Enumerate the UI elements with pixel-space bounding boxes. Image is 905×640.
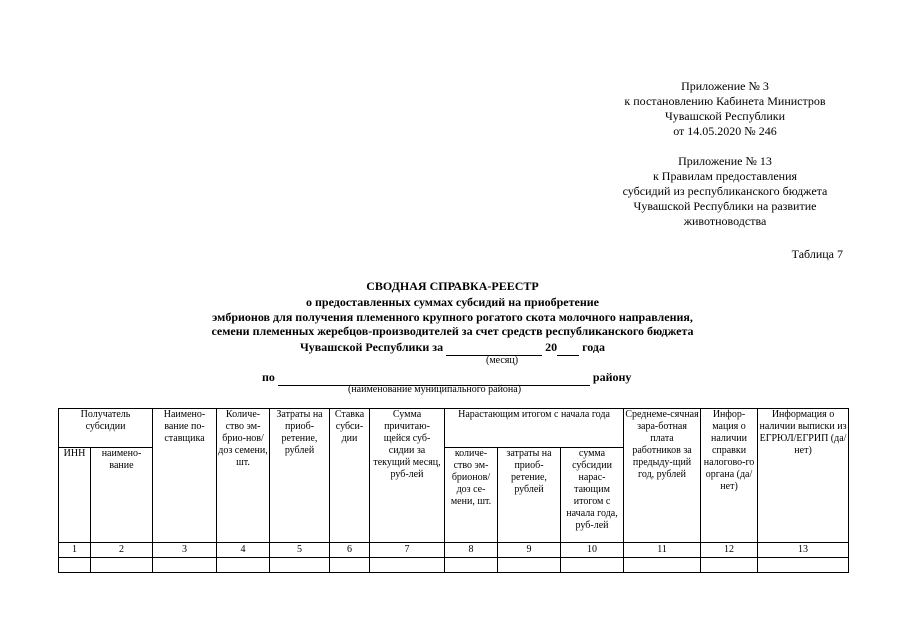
appendix-block-2 (590, 154, 860, 229)
header-rate: Ставка субси-дии (330, 409, 370, 543)
appendix-1-line: от 14.05.2020 № 246 (673, 124, 777, 138)
empty-cell (624, 558, 701, 573)
column-number: 4 (217, 543, 270, 558)
column-number: 10 (561, 543, 624, 558)
empty-cell (217, 558, 270, 573)
column-number: 8 (445, 543, 498, 558)
table-number: Таблица 7 (791, 247, 843, 261)
title-period-prefix: Чувашской Республики за (299, 340, 444, 354)
title-line-5 (0, 340, 905, 356)
column-number: 13 (758, 543, 849, 558)
empty-cell (59, 558, 91, 573)
appendix-2-line: животноводства (683, 214, 767, 228)
appendix-1-line: к постановлению Кабинета Министров (624, 94, 826, 108)
header-tax-info: Инфор-мация о наличии справки налогово-го органа (да/нет) (701, 409, 758, 543)
header-quantity: Количе-ство эм-брио-нов/доз семени, шт. (217, 409, 270, 543)
column-number: 12 (701, 543, 758, 558)
header-cumulative: Нарастающим итогом с начала года (445, 409, 624, 448)
year-blank (557, 340, 579, 356)
appendix-2-line: Приложение № 13 (678, 154, 772, 168)
appendix-1-line: Чувашской Республики (664, 109, 786, 123)
region-caption: (наименование муниципального района) (348, 384, 522, 395)
column-number: 9 (498, 543, 561, 558)
appendix-2-line: к Правилам предоставления (652, 169, 798, 183)
title-line-4: семени племенных жеребцов-производителей за счет средств республиканского бюджета (211, 324, 694, 338)
header-costs: Затраты на приоб-ретение, рублей (270, 409, 330, 543)
empty-cell (91, 558, 153, 573)
title-line-2: о предоставленных суммах субсидий на приобретение (306, 295, 599, 309)
appendix-1-line: Приложение № 3 (681, 79, 769, 93)
table-row (59, 558, 849, 573)
district-suffix: району (592, 370, 632, 384)
empty-cell (445, 558, 498, 573)
column-number: 2 (91, 543, 153, 558)
header-cum-quantity: количе-ство эм-брионов/доз се-мени, шт. (445, 448, 498, 543)
document-title: СВОДНАЯ СПРАВКА-РЕЕСТР (366, 279, 539, 293)
column-number: 11 (624, 543, 701, 558)
empty-cell (758, 558, 849, 573)
empty-cell (370, 558, 445, 573)
header-supplier: Наимено-вание по-ставщика (153, 409, 217, 543)
header-cum-costs: затраты на приоб-ретение, рублей (498, 448, 561, 543)
header-avg-salary: Среднеме-сячная зара-ботная плата работников за предыду-щий год, рублей (624, 409, 701, 543)
title-period-suffix: года (582, 340, 605, 354)
empty-cell (270, 558, 330, 573)
column-number: 5 (270, 543, 330, 558)
column-number: 6 (330, 543, 370, 558)
year-prefix: 20 (545, 340, 558, 354)
appendix-2-line: субсидий из республиканского бюджета (622, 184, 828, 198)
appendix-block-1 (590, 79, 860, 139)
header-egrul-info: Информация о наличии выписки из ЕГРЮЛ/ЕГРИП (да/нет) (758, 409, 849, 543)
column-number: 3 (153, 543, 217, 558)
empty-cell (561, 558, 624, 573)
column-number: 7 (370, 543, 445, 558)
registry-table (58, 408, 849, 573)
title-line-3: эмбрионов для получения племенного крупного рогатого скота молочного направления, (212, 310, 693, 324)
empty-cell (330, 558, 370, 573)
appendix-2-line: Чувашской Республики на развитие (633, 199, 817, 213)
header-cum-amount: сумма субсидии нарас-тающим итогом с начала года, руб-лей (561, 448, 624, 543)
empty-cell (153, 558, 217, 573)
header-amount-due: Сумма причитаю-щейся суб-сидии за текущий месяц, руб-лей (370, 409, 445, 543)
month-blank (446, 340, 542, 356)
column-number: 1 (59, 543, 91, 558)
header-inn: ИНН (59, 448, 91, 543)
header-name: наимено-вание (91, 448, 153, 543)
empty-cell (701, 558, 758, 573)
month-caption: (месяц) (486, 355, 519, 366)
district-prefix: по (262, 370, 275, 384)
header-recipient: Получатель субсидии (59, 409, 153, 448)
empty-cell (498, 558, 561, 573)
